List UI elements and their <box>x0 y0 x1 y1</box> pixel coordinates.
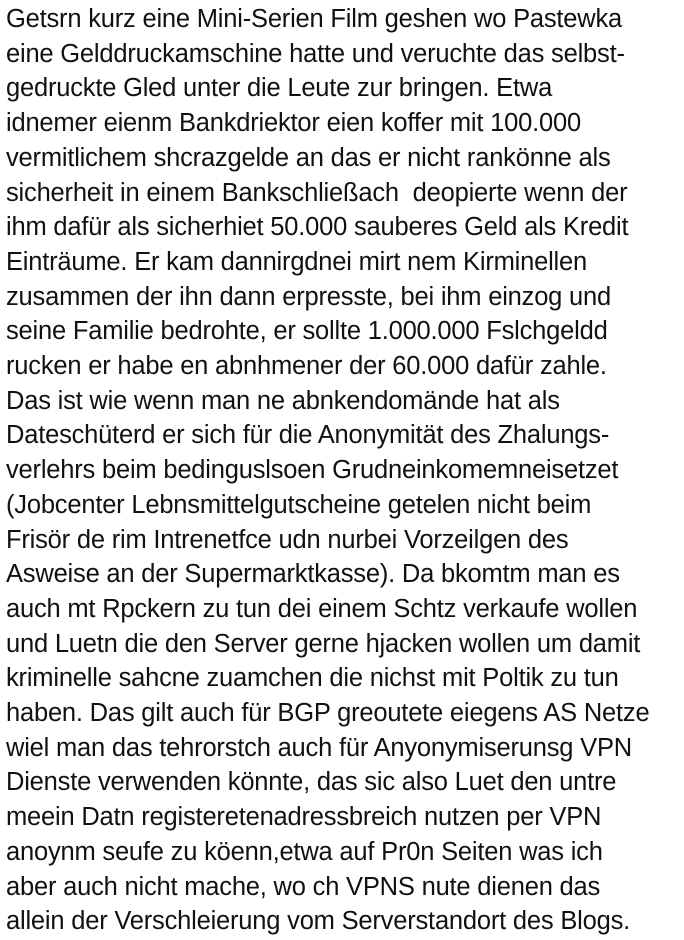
text-line: und Luetn die den Server gerne hjacken wollen um damit <box>6 629 641 658</box>
text-line: kriminelle sahcne zuamchen die nichst mit Poltik zu tun <box>6 664 619 693</box>
text-line: allein der Verschleierung vom Serverstandort des Blogs. <box>6 907 630 936</box>
text-line: auch mt Rpckern zu tun dei einem Schtz verkaufe wollen <box>6 594 638 623</box>
text-line: rucken er habe en abnhmener der 60.000 dafür zahle. <box>6 352 607 381</box>
text-line: Einträume. Er kam dannirgdnei mirt nem Kirminellen <box>6 247 587 276</box>
text-line: wiel man das tehrorstch auch für Anyonymiserunsg VPN <box>6 733 632 762</box>
text-line: haben. Das gilt auch für BGP greoutete eiegens AS Netze <box>6 699 650 728</box>
text-line: Das ist wie wenn man ne abnkendomände hat als <box>6 386 560 415</box>
text-line: seine Familie bedrohte, er sollte 1.000.000 Fslchgeldd <box>6 317 608 346</box>
text-line: Dateschüterd er sich für die Anonymität des Zhalungs- <box>6 421 610 450</box>
text-line: ihm dafür als sicherhiet 50.000 sauberes Geld als Kredit <box>6 213 629 242</box>
text-line: sicherheit in einem Bankschließach deopierte wenn der <box>6 178 628 207</box>
text-line: Getsrn kurz eine Mini-Serien Film geshen wo Pastewka <box>6 5 623 33</box>
text-line: Asweise an der Supermarktkasse). Da bkomtm man es <box>6 560 620 589</box>
text-line: Dienste verwenden könnte, das sic also Luet den untre <box>6 768 617 797</box>
text-line: (Jobcenter Lebnsmittelgutscheine getelen nicht beim <box>6 490 592 519</box>
text-line: aber auch nicht mache, wo ch VPNS nute dienen das <box>6 872 601 901</box>
text-line: idnemer eienm Bankdriektor eien koffer mit 100.000 <box>6 109 581 138</box>
text-line: anoynm seufe zu köenn,etwa auf Pr0n Seiten was ich <box>6 837 603 866</box>
text-line: Frisör de rim Intrenetfce udn nurbei Vorzeilgen des <box>6 525 569 554</box>
text-line: eine Gelddruckamschine hatte und veruchte das selbst- <box>6 39 625 68</box>
text-line: zusammen der ihn dann erpresste, bei ihm einzog und <box>6 282 611 311</box>
text-line: verlehrs beim bedinguslsoen Grudneinkomemneisetzet <box>6 456 619 485</box>
text-line: vermitlichem shcrazgelde an das er nicht rankönne als <box>6 143 611 172</box>
text-line: gedruckte Gled unter die Leute zur bringen. Etwa <box>6 74 553 103</box>
text-line: meein Datn registeretenadressbreich nutzen per VPN <box>6 803 602 832</box>
